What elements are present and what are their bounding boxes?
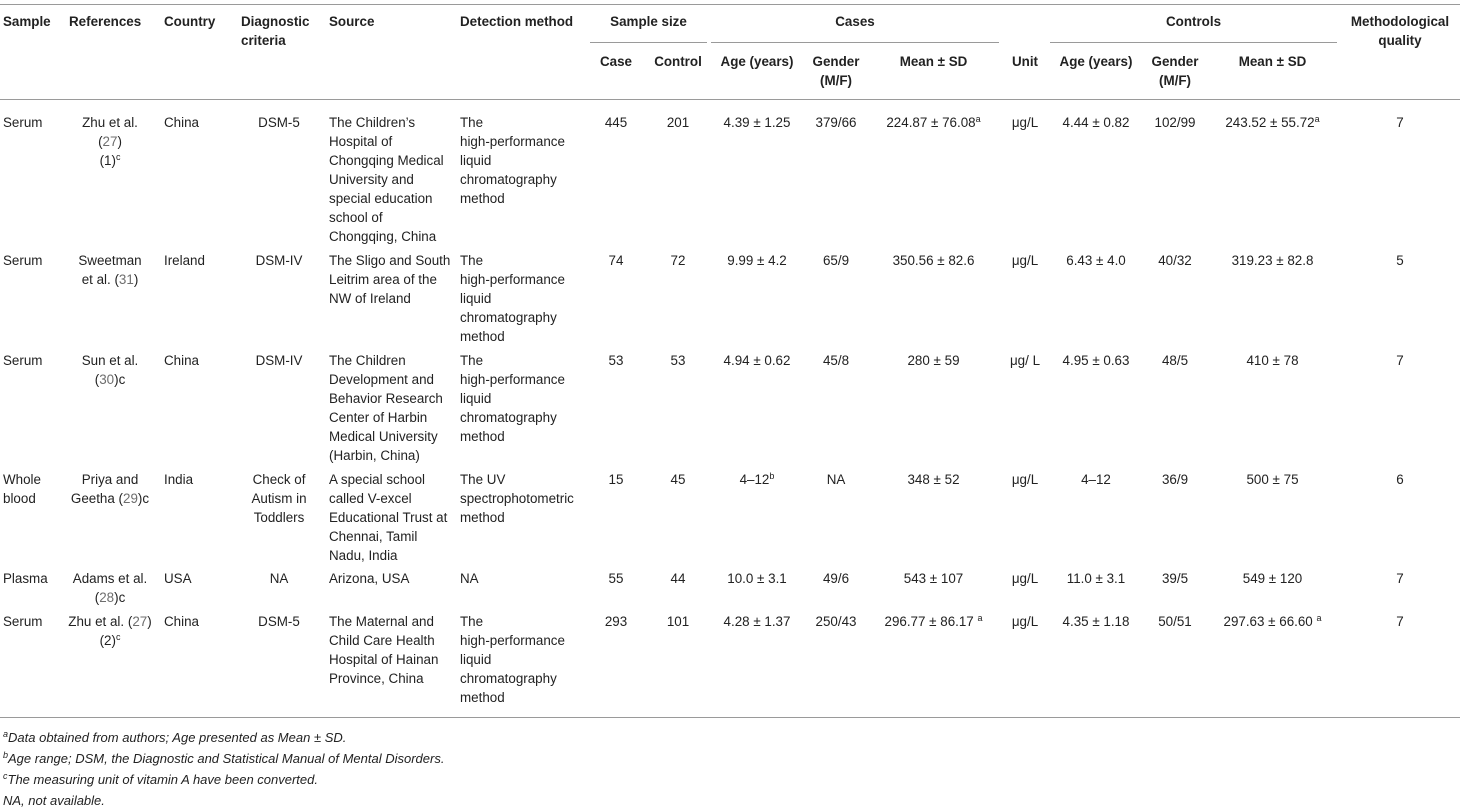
header-sample: Sample: [3, 14, 51, 29]
footnote: [3, 790, 444, 811]
row-1-case-mean-sd-note-mark: a: [975, 114, 981, 124]
row-2-detection-method: The: [460, 253, 484, 268]
row-4-diagnostic-criteria: Autism in: [251, 491, 307, 506]
row-3-source: Center of Harbin: [329, 410, 428, 425]
header-quality-line1: Methodological: [1350, 14, 1450, 29]
header-detection-method: Detection method: [460, 14, 574, 29]
row-6-reference-part: (2): [99, 633, 116, 648]
row-4-sample: Whole: [3, 472, 41, 487]
footnote-mark: a: [3, 729, 9, 739]
row-3-sample: Serum: [3, 353, 43, 368]
header-control: Control: [654, 54, 702, 69]
footnote-mark: b: [3, 750, 9, 760]
row-3-case-age-value: 4.94 ± 0.62: [723, 353, 791, 368]
row-5-detection-method: NA: [460, 571, 479, 586]
header-case: Case: [599, 54, 632, 69]
header-sample-size: Sample size: [610, 14, 687, 29]
row-4-reference-part: 29: [123, 491, 138, 506]
header-case-gender-line2: (M/F): [820, 73, 852, 88]
row-4-case-n: 15: [608, 472, 624, 487]
row-5-diagnostic-criteria: NA: [269, 571, 289, 586]
row-3-case-mean-sd-value: 280 ± 59: [907, 353, 960, 368]
row-3-case-n: 53: [608, 353, 624, 368]
row-4-control-mean-sd: [1207, 470, 1338, 489]
header-quality-line2: quality: [1378, 33, 1422, 48]
row-6-detection-method: chromatography: [460, 671, 557, 686]
row-6-control-mean-sd-value: 297.63 ± 66.60: [1223, 614, 1317, 629]
row-4-case-age: [711, 470, 803, 489]
header-bottom-rule: [0, 99, 1460, 100]
row-6-source: The Maternal and: [329, 614, 434, 629]
row-2-reference-part: Sweetman: [78, 253, 142, 268]
row-5-unit: μg/L: [1011, 571, 1039, 586]
row-2-source: Leitrim area of the: [329, 272, 437, 287]
row-6-reference-part: ): [147, 614, 152, 629]
row-3-source: Medical University: [329, 429, 438, 444]
row-1-sample: Serum: [3, 115, 43, 130]
row-6-detection-method: liquid: [460, 652, 492, 667]
row-3-reference: [60, 370, 160, 389]
row-3-control-gender: 48/5: [1161, 353, 1189, 368]
row-6-detection-method: high-performance: [460, 633, 565, 648]
footnote-text: Data obtained from authors; Age presented as Mean ± SD.: [8, 730, 347, 745]
row-4-country: India: [164, 472, 194, 487]
row-4-source: called V-excel: [329, 491, 412, 506]
row-3-control-mean-sd: [1207, 351, 1338, 370]
row-5-case-age-value: 10.0 ± 3.1: [727, 571, 787, 586]
row-2-control-gender: 40/32: [1158, 253, 1192, 268]
row-2-reference-part: 31: [118, 272, 134, 287]
row-1-control-age: 4.44 ± 0.82: [1062, 115, 1130, 130]
row-2-case-gender: 65/9: [822, 253, 850, 268]
row-2-detection-method: liquid: [460, 291, 492, 306]
row-4-source: Educational Trust at: [329, 510, 448, 525]
row-6-source: Hospital of Hainan: [329, 652, 439, 667]
row-2-control-age: 6.43 ± 4.0: [1066, 253, 1126, 268]
row-3-detection-method: high-performance: [460, 372, 565, 387]
row-3-detection-method: The: [460, 353, 484, 368]
row-3-quality: 7: [1396, 353, 1404, 368]
row-2-case-mean-sd-value: 350.56 ± 82.6: [892, 253, 975, 268]
row-6-diagnostic-criteria: DSM-5: [258, 614, 300, 629]
table-bottom-rule: [0, 717, 1460, 718]
row-1-source: The Children’s: [329, 115, 416, 130]
row-3-case-gender: 45/8: [822, 353, 850, 368]
header-source: Source: [329, 14, 375, 29]
row-1-control-mean-sd-note-mark: a: [1314, 114, 1320, 124]
row-3-detection-method: liquid: [460, 391, 492, 406]
row-2-case-n: 74: [608, 253, 624, 268]
row-1-reference-part: (: [98, 134, 103, 149]
row-1-case-mean-sd-value: 224.87 ± 76.08: [886, 115, 976, 130]
row-2-source: NW of Ireland: [329, 291, 411, 306]
row-1-detection-method: method: [460, 191, 505, 206]
row-6-control-gender: 50/51: [1158, 614, 1192, 629]
row-3-source: Development and: [329, 372, 434, 387]
row-5-sample: Plasma: [3, 571, 48, 586]
row-2-case-mean-sd: [868, 251, 999, 270]
row-2-case-age-value: 9.99 ± 4.2: [727, 253, 787, 268]
row-2-detection-method: method: [460, 329, 505, 344]
row-4-detection-method: spectrophotometric: [460, 491, 574, 506]
row-5-country: USA: [164, 571, 192, 586]
row-6-reference: [60, 631, 160, 650]
row-1-reference-part: 27: [102, 134, 118, 149]
row-3-country: China: [164, 353, 199, 368]
row-3-reference-part: (: [94, 372, 100, 387]
header-case-gender-line1: Gender: [812, 54, 860, 69]
header-diagnostic-criteria-line2: criteria: [241, 33, 286, 48]
row-6-case-n: 293: [604, 614, 628, 629]
row-6-reference: [60, 612, 160, 631]
row-4-sample: blood: [3, 491, 36, 506]
row-6-case-age-value: 4.28 ± 1.37: [723, 614, 791, 629]
row-6-sample: Serum: [3, 614, 43, 629]
row-1-control-gender: 102/99: [1154, 115, 1196, 130]
row-4-reference-part: )c: [137, 491, 150, 506]
row-3-source: (Harbin, China): [329, 448, 420, 463]
row-6-control-age: 4.35 ± 1.18: [1062, 614, 1130, 629]
row-1-case-age: [711, 113, 803, 132]
row-3-case-mean-sd: [868, 351, 999, 370]
row-1-reference-part: c: [115, 152, 121, 162]
row-6-detection-method: The: [460, 614, 484, 629]
row-4-control-gender: 36/9: [1161, 472, 1189, 487]
row-3-control-mean-sd-value: 410 ± 78: [1246, 353, 1299, 368]
row-5-case-age: [711, 569, 803, 588]
row-5-control-mean-sd-value: 549 ± 120: [1242, 571, 1303, 586]
row-1-source: special education: [329, 191, 433, 206]
row-5-control-mean-sd: [1207, 569, 1338, 588]
row-3-diagnostic-criteria: DSM-IV: [255, 353, 303, 368]
row-5-case-mean-sd: [868, 569, 999, 588]
row-4-source: A special school: [329, 472, 426, 487]
row-6-quality: 7: [1396, 614, 1404, 629]
header-controls: Controls: [1165, 14, 1222, 29]
header-control-gender-line2: (M/F): [1159, 73, 1191, 88]
row-4-source: Nadu, India: [329, 548, 398, 563]
row-4-source: Chennai, Tamil: [329, 529, 418, 544]
footnote-mark: c: [3, 771, 8, 781]
header-cases: Cases: [835, 14, 875, 29]
header-control-mean-sd: Mean ± SD: [1238, 54, 1307, 69]
row-3-case-age: [711, 351, 803, 370]
row-1-source: University and: [329, 172, 414, 187]
row-6-country: China: [164, 614, 199, 629]
row-4-control-n: 45: [670, 472, 686, 487]
row-3-reference-part: )c: [114, 372, 126, 387]
row-4-detection-method: The UV: [460, 472, 506, 487]
row-3-reference-part: Sun et al.: [81, 353, 139, 368]
row-4-case-gender: NA: [826, 472, 846, 487]
row-1-case-n: 445: [604, 115, 628, 130]
row-4-case-age-value: 4–12: [739, 472, 770, 487]
row-5-reference-part: 28: [99, 590, 115, 605]
header-control-gender-line1: Gender: [1151, 54, 1199, 69]
row-5-reference-part: )c: [114, 590, 126, 605]
cases-underline: [711, 42, 999, 43]
row-3-unit: μg/ L: [1009, 353, 1041, 368]
row-5-control-age: 11.0 ± 3.1: [1066, 571, 1126, 586]
row-1-control-n: 201: [666, 115, 690, 130]
header-case-age: Age (years): [720, 54, 794, 69]
footnote-text: Age range; DSM, the Diagnostic and Statistical Manual of Mental Disorders.: [8, 751, 445, 766]
row-1-diagnostic-criteria: DSM-5: [258, 115, 300, 130]
row-2-control-mean-sd: [1207, 251, 1338, 270]
row-6-reference-part: 27: [132, 614, 148, 629]
row-1-reference-part: ): [117, 134, 122, 149]
row-4-control-mean-sd-value: 500 ± 75: [1246, 472, 1299, 487]
row-2-diagnostic-criteria: DSM-IV: [255, 253, 303, 268]
row-6-case-mean-sd-value: 296.77 ± 86.17: [884, 614, 978, 629]
row-1-detection-method: chromatography: [460, 172, 557, 187]
row-5-reference-part: Adams et al.: [72, 571, 148, 586]
top-rule: [0, 4, 1460, 5]
row-3-detection-method: chromatography: [460, 410, 557, 425]
row-3-reference: [60, 351, 160, 370]
row-1-case-age-value: 4.39 ± 1.25: [723, 115, 791, 130]
header-diagnostic-criteria-line1: Diagnostic: [241, 14, 310, 29]
row-5-reference: [60, 569, 160, 588]
row-6-unit: μg/L: [1011, 614, 1039, 629]
row-4-diagnostic-criteria: Toddlers: [253, 510, 305, 525]
row-5-reference-part: (: [94, 590, 100, 605]
row-3-control-n: 53: [670, 353, 686, 368]
header-control-age: Age (years): [1059, 54, 1133, 69]
row-2-reference-part: ): [133, 272, 139, 287]
row-6-source: Child Care Health: [329, 633, 435, 648]
row-1-source: Chongqing, China: [329, 229, 437, 244]
header-unit: Unit: [1011, 54, 1039, 69]
row-1-detection-method: liquid: [460, 153, 492, 168]
row-6-case-mean-sd: [868, 612, 999, 631]
row-3-source: Behavior Research: [329, 391, 443, 406]
row-4-detection-method: method: [460, 510, 505, 525]
row-2-detection-method: chromatography: [460, 310, 557, 325]
header-references: References: [69, 14, 142, 29]
footnote: [3, 727, 444, 748]
row-3-reference-part: 30: [99, 372, 115, 387]
footnote: [3, 748, 444, 769]
row-4-reference: [60, 470, 160, 489]
row-2-reference: [60, 251, 160, 270]
row-2-detection-method: high-performance: [460, 272, 565, 287]
row-2-case-age: [711, 251, 803, 270]
row-5-case-n: 55: [608, 571, 624, 586]
header-case-mean-sd: Mean ± SD: [899, 54, 968, 69]
row-6-control-n: 101: [666, 614, 690, 629]
row-2-sample: Serum: [3, 253, 43, 268]
row-4-case-mean-sd: [868, 470, 999, 489]
row-3-control-age: 4.95 ± 0.63: [1062, 353, 1130, 368]
row-2-source: The Sligo and South: [329, 253, 451, 268]
row-6-case-mean-sd-note-mark: a: [977, 613, 983, 623]
row-2-control-mean-sd-value: 319.23 ± 82.8: [1231, 253, 1314, 268]
row-3-source: The Children: [329, 353, 406, 368]
row-2-quality: 5: [1396, 253, 1404, 268]
footnote-text: The measuring unit of vitamin A have been converted.: [7, 772, 318, 787]
row-1-reference-part: Zhu et al.: [82, 115, 138, 130]
row-1-reference: [60, 151, 160, 170]
row-4-control-age: 4–12: [1081, 472, 1111, 487]
row-1-case-mean-sd: [868, 113, 999, 132]
row-6-detection-method: method: [460, 690, 505, 705]
row-2-control-n: 72: [670, 253, 686, 268]
row-4-quality: 6: [1396, 472, 1404, 487]
header-country: Country: [164, 14, 216, 29]
row-1-case-gender: 379/66: [815, 115, 857, 130]
row-6-reference-part: c: [115, 632, 121, 642]
row-4-diagnostic-criteria: Check of: [252, 472, 306, 487]
footnote: [3, 769, 444, 790]
row-1-unit: μg/L: [1011, 115, 1039, 130]
row-2-reference: [60, 270, 160, 289]
row-1-source: Hospital of: [329, 134, 393, 149]
row-1-control-mean-sd: [1207, 113, 1338, 132]
row-5-source: Arizona, USA: [329, 571, 410, 586]
row-1-reference: [60, 132, 160, 151]
row-4-reference-part: Geetha (: [70, 491, 124, 506]
controls-underline: [1050, 42, 1337, 43]
row-5-control-n: 44: [670, 571, 686, 586]
row-2-reference-part: et al. (: [81, 272, 119, 287]
row-1-control-mean-sd-value: 243.52 ± 55.72: [1225, 115, 1315, 130]
footnote-text: NA, not available.: [3, 793, 105, 808]
row-4-unit: μg/L: [1011, 472, 1039, 487]
row-6-case-gender: 250/43: [815, 614, 857, 629]
row-5-case-mean-sd-value: 543 ± 107: [903, 571, 964, 586]
row-4-case-age-note-mark: b: [769, 471, 775, 481]
row-5-quality: 7: [1396, 571, 1404, 586]
row-5-case-gender: 49/6: [822, 571, 850, 586]
row-4-reference-part: Priya and: [81, 472, 139, 487]
row-1-reference-part: (1): [99, 153, 116, 168]
row-5-reference: [60, 588, 160, 607]
row-1-detection-method: The: [460, 115, 484, 130]
row-6-source: Province, China: [329, 671, 424, 686]
row-4-case-mean-sd-value: 348 ± 52: [907, 472, 960, 487]
sample-size-underline: [590, 42, 707, 43]
row-6-reference-part: Zhu et al. (: [68, 614, 133, 629]
row-1-quality: 7: [1396, 115, 1404, 130]
row-6-control-mean-sd: [1207, 612, 1338, 631]
row-1-source: school of: [329, 210, 383, 225]
row-1-country: China: [164, 115, 199, 130]
row-5-control-gender: 39/5: [1161, 571, 1189, 586]
row-4-reference: [60, 489, 160, 508]
row-1-reference: [60, 113, 160, 132]
row-6-case-age: [711, 612, 803, 631]
row-2-unit: μg/L: [1011, 253, 1039, 268]
row-6-control-mean-sd-note-mark: a: [1316, 613, 1322, 623]
row-2-country: Ireland: [164, 253, 205, 268]
row-1-source: Chongqing Medical: [329, 153, 444, 168]
row-3-detection-method: method: [460, 429, 505, 444]
row-1-detection-method: high-performance: [460, 134, 565, 149]
table-footnotes: [3, 727, 444, 811]
